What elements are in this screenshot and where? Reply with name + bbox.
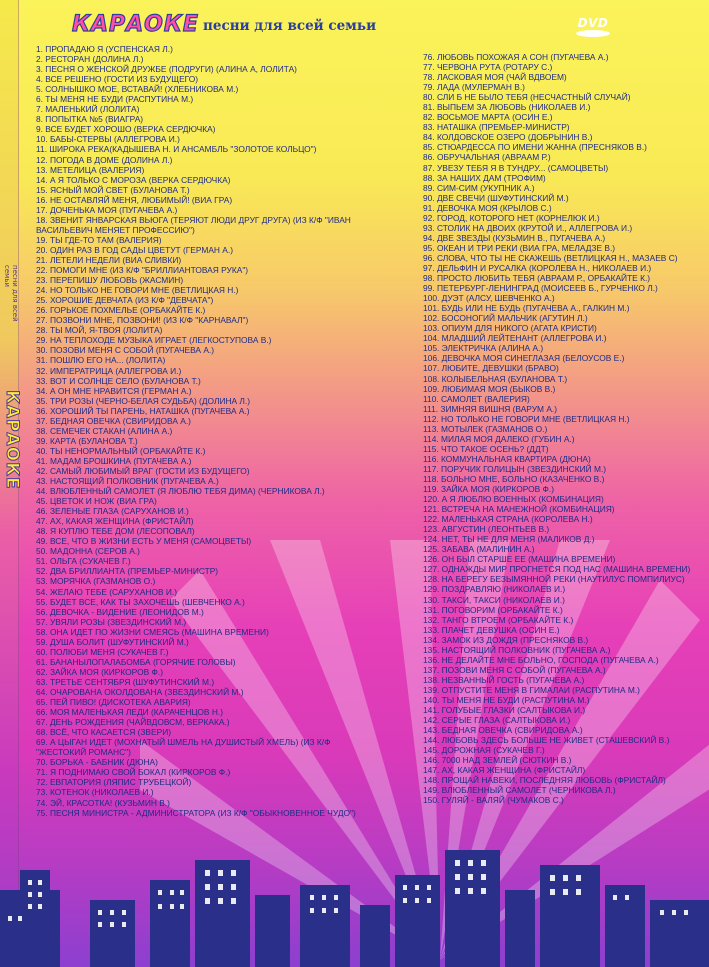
song-item: 146. 7000 НАД ЗЕМЛЕЙ (СЮТКИН В.) (423, 755, 572, 766)
song-item: 6. ТЫ МЕНЯ НЕ БУДИ (РАСПУТИНА М.) (36, 94, 194, 105)
song-item: 66. МОЯ МАЛЕНЬКАЯ ЛЕДИ (КАРАЧЕНЦОВ Н.) (36, 707, 223, 718)
song-item: 113. МОТЫЛЕК (ГАЗМАНОВ О.) (423, 423, 548, 434)
song-item: 59. ДУША БОЛИТ (ШУФУТИНСКИЙ М.) (36, 636, 189, 647)
song-item: 1. ПРОПАДАЮ Я (УСПЕНСКАЯ Л.) (36, 44, 173, 54)
song-item: 83. НАТАШКА (ПРЕМЬЕР-МИНИСТР) (423, 122, 570, 133)
song-item: 22. ПОМОГИ МНЕ (ИЗ К/Ф "БРИЛЛИАНТОВАЯ РУКА") (36, 265, 249, 276)
song-item: 122. МАЛЕНЬКАЯ СТРАНА (КОРОЛЕВА Н.) (423, 514, 593, 525)
song-item: 118. БОЛЬНО МНЕ, БОЛЬНО (КАЗАЧЕНКО В.) (423, 473, 605, 484)
song-item: 52. ДВА БРИЛЛИАНТА (ПРЕМЬЕР-МИНИСТР) (36, 566, 219, 577)
song-item: 108. КОЛЫБЕЛЬНАЯ (БУЛАНОВА Т.) (423, 373, 568, 384)
song-item: 11. ШИРОКА РЕКА(КАДЫШЕВА Н. И АНСАМБЛЬ "ЗОЛОТОЕ КОЛЬЦО") (36, 144, 317, 155)
song-item: 140. ТЫ МЕНЯ НЕ БУДИ (РАСПУТИНА М.) (423, 695, 590, 705)
song-item: 40. ТЫ НЕНОРМАЛЬНЫЙ (ОРБАКАЙТЕ К.) (36, 445, 206, 456)
song-item: 124. НЕТ, ТЫ НЕ ДЛЯ МЕНЯ (МАЛИКОВ Д.) (423, 534, 595, 545)
dvd-logo (570, 16, 616, 38)
song-item: 141. ГОЛУБЫЕ ГЛАЗКИ (САЛТЫКОВА И.) (423, 705, 586, 716)
song-item: 48. Я КУПЛЮ ТЕБЕ ДОМ (ЛЕСОПОВАЛ) (36, 526, 195, 537)
song-item: 41. МАДАМ БРОШКИНА (ПУГАЧЕВА А.) (36, 455, 192, 466)
song-item: 54. ЖЕЛАЮ ТЕБЕ (САРУХАНОВ И.) (36, 586, 178, 597)
song-item: 71. Я ПОДНИМАЮ СВОЙ БОКАЛ (КИРКОРОВ Ф.) (36, 767, 231, 778)
song-item: 86. ОБРУЧАЛЬНАЯ (АВРААМ Р.) (423, 152, 551, 163)
song-item: 104. МЛАДШИЙ ЛЕЙТЕНАНТ (АЛЛЕГРОВА И.) (423, 333, 607, 344)
song-item: 93. СТОЛИК НА ДВОИХ (КРУТОЙ И., АЛЛЕГРОВА И.) (423, 222, 633, 233)
song-item: 134. ЗАМОК ИЗ ДОЖДЯ (ПРЕСНЯКОВ В.) (423, 634, 589, 645)
song-item: 30. ПОЗОВИ МЕНЯ С СОБОЙ (ПУГАЧЕВА А.) (36, 345, 215, 356)
song-item: 137. ПОЗОВИ МЕНЯ С СОБОЙ (ПУГАЧЕВА А.) (423, 664, 606, 675)
song-item: 107. ЛЮБИТЕ, ДЕВУШКИ (БРАВО) (423, 363, 559, 374)
song-item: 106. ДЕВОЧКА МОЯ СИНЕГЛАЗАЯ (БЕЛОУСОВ Е.) (423, 353, 625, 364)
song-item: 97. ДЕЛЬФИН И РУСАЛКА (КОРОЛЕВА Н., НИКОЛАЕВ И.) (423, 262, 652, 273)
song-item: 69. А ЦЫГАН ИДЕТ (МОХНАТЫЙ ШМЕЛЬ НА ДУШИСТЫЙ ХМЕЛЬ) (ИЗ К/Ф "ЖЕСТОКИЙ РОМАНС") (36, 737, 331, 758)
spine (0, 0, 22, 967)
song-item: 29. НА ТЕПЛОХОДЕ МУЗЫКА ИГРАЕТ (ЛЕГКОСТУПОВА В.) (36, 335, 272, 346)
song-item: 129. ПОЗДРАВЛЯЮ (НИКОЛАЕВ И.) (423, 584, 566, 595)
song-item: 144. ЛЮБОВЬ ЗДЕСЬ БОЛЬШЕ НЕ ЖИВЕТ (СТАШЕВСКИЙ В.) (423, 735, 670, 746)
song-item: 72. ЕВПАТОРИЯ (ЛЯПИС ТРУБЕЦКОЙ) (36, 777, 192, 788)
song-item: 65. ПЕЙ ПИВО! (ДИСКОТЕКА АВАРИЯ) (36, 697, 191, 708)
song-item: 88. ЗА НАШИХ ДАМ (ТРОФИМ) (423, 172, 546, 183)
song-item: 21. ЛЕТЕЛИ НЕДЕЛИ (ВИА СЛИВКИ) (36, 254, 182, 265)
song-item: 81. ВЫПЬЕМ ЗА ЛЮБОВЬ (НИКОЛАЕВ И.) (423, 102, 591, 113)
song-item: 38. СЕМЕЧЕК СТАКАН (АЛИНА А.) (36, 425, 173, 436)
song-item: 116. КОММУНАЛЬНАЯ КВАРТИРА (ДЮНА) (423, 453, 591, 464)
song-item: 37. БЕДНАЯ ОВЕЧКА (СВИРИДОВА А.) (36, 415, 191, 426)
song-item: 7. МАЛЕНЬКИЙ (ЛОЛИТА) (36, 104, 140, 115)
song-item: 98. ПРОСТО ЛЮБИТЬ ТЕБЯ (АВРААМ Р., ОРБАКАЙТЕ К.) (423, 273, 651, 284)
song-item: 70. БОРЬКА - БАБНИК (ДЮНА) (36, 757, 158, 768)
song-item: 51. ОЛЬГА (СУКАЧЕВ Г.) (36, 556, 131, 567)
song-item: 49. ВСЕ, ЧТО В ЖИЗНИ ЕСТЬ У МЕНЯ (САМОЦВЕТЫ) (36, 536, 252, 547)
song-item: 131. ПОГОВОРИМ (ОРБАКАЙТЕ К.) (423, 604, 563, 615)
song-item: 80. СЛИ Б НЕ БЫЛО ТЕБЯ (НЕСЧАСТНЫЙ СЛУЧАЙ) (423, 92, 631, 103)
song-item: 3. ПЕСНЯ О ЖЕНСКОЙ ДРУЖБЕ (ПОДРУГИ) (АЛИНА А, ЛОЛИТА) (36, 64, 297, 75)
song-item: 115. ЧТО ТАКОЕ ОСЕНЬ? (ДДТ) (423, 443, 549, 454)
karaoke-logo: КАРАОКЕ (72, 12, 199, 37)
song-item: 53. МОРЯЧКА (ГАЗМАНОВ О.) (36, 576, 156, 587)
song-item: 101. БУДЬ ИЛИ НЕ БУДЬ (ПУГАЧЕВА А., ГАЛКИН М.) (423, 303, 630, 314)
song-item: 74. ЭЙ, КРАСОТКА! (КУЗЬМИН В.) (36, 797, 170, 808)
song-item: 17. ДОЧЕНЬКА МОЯ (ПУГАЧЕВА А.) (36, 204, 178, 215)
song-item: 96. СЛОВА, ЧТО ТЫ НЕ СКАЖЕШЬ (ВЕТЛИЦКАЯ Н., МАЗАЕВ С) (423, 252, 678, 263)
song-item: 90. ДВЕ СВЕЧИ (ШУФУТИНСКИЙ М.) (423, 192, 569, 203)
song-item: 57. УВЯЛИ РОЗЫ (ЗВЕЗДИНСКИЙ М.) (36, 616, 187, 627)
song-item: 56. ДЕВОЧКА - ВИДЕНИЕ (ЛЕОНИДОВ М.) (36, 606, 204, 617)
song-item: 44. ВЛЮБЛЕННЫЙ САМОЛЕТ (Я ЛЮБЛЮ ТЕБЯ ДИМА) (ЧЕРНИКОВА Л.) (36, 486, 325, 497)
song-item: 45. ЦВЕТОК И НОЖ (ВИА ГРА) (36, 496, 157, 507)
song-item: 99. ПЕТЕРБУРГ-ЛЕНИНГРАД (МОИСЕЕВ Б., ГУРЧЕНКО Л.) (423, 283, 658, 294)
song-item: 139. ОТПУСТИТЕ МЕНЯ В ГИМАЛАИ (РАСПУТИНА М.) (423, 684, 640, 695)
song-item: 27. ПОЗВОНИ МНЕ, ПОЗВОНИ! (ИЗ К/Ф "КАРНАВАЛ") (36, 315, 249, 326)
song-item: 26. ГОРЬКОЕ ПОХМЕЛЬЕ (ОРБАКАЙТЕ К.) (36, 305, 206, 316)
song-item: 14. А Я ТОЛЬКО С МОРОЗА (ВЕРКА СЕРДЮЧКА) (36, 174, 231, 185)
song-item: 24. НО ТОЛЬКО НЕ ГОВОРИ МНЕ (ВЕТЛИЦКАЯ Н.) (36, 285, 239, 296)
song-item: 28. ТЫ МОЙ, Я-ТВОЯ (ЛОЛИТА) (36, 325, 163, 336)
song-item: 73. КОТЕНОК (НИКОЛАЕВ И.) (36, 787, 154, 798)
city-skyline (0, 830, 709, 967)
song-item: 2. РЕСТОРАН (ДОЛИНА Л.) (36, 54, 144, 65)
spine-subtitle: песни для всей семьи (3, 265, 19, 322)
song-item: 5. СОЛНЫШКО МОЕ, ВСТАВАЙ! (ХЛЕБНИКОВА М.) (36, 84, 239, 95)
song-item: 46. ЗЕЛЕНЫЕ ГЛАЗА (САРУХАНОВ И.) (36, 506, 189, 517)
song-item: 110. САМОЛЕТ (ВАЛЕРИЯ) (423, 393, 530, 404)
song-item: 34. А ОН МНЕ НРАВИТСЯ (ГЕРМАН А.) (36, 385, 192, 396)
song-item: 92. ГОРОД, КОТОРОГО НЕТ (КОРНЕЛЮК И.) (423, 212, 600, 223)
song-item: 42. САМЫЙ ЛЮБИМЫЙ ВРАГ (ГОСТИ ИЗ БУДУЩЕГО) (36, 465, 250, 476)
song-item: 77. ЧЕРВОНА РУТА (РОТАРУ С.) (423, 62, 553, 73)
song-item: 85. СТЮАРДЕССА ПО ИМЕНИ ЖАННА (ПРЕСНЯКОВ В.) (423, 142, 647, 153)
song-item: 112. НО ТОЛЬКО НЕ ГОВОРИ МНЕ (ВЕТЛИЦКАЯ Н.) (423, 413, 630, 424)
song-item: 130. ТАКСИ, ТАКСИ (НИКОЛАЕВ И.) (423, 594, 565, 605)
song-item: 39. КАРТА (БУЛАНОВА Т.) (36, 435, 138, 446)
song-item: 91. ДЕВОЧКА МОЯ (КРЫЛОВ С.) (423, 202, 552, 213)
song-item: 143. БЕДНАЯ ОВЕЧКА (СВИРИДОВА А.) (423, 725, 583, 736)
dvd-disc-icon (576, 30, 610, 37)
song-item: 128. НА БЕРЕГУ БЕЗЫМЯННОЙ РЕКИ (НАУТИЛУС ПОМПИЛИУС) (423, 574, 685, 585)
song-item: 31. ПОШЛЮ ЕГО НА... (ЛОЛИТА) (36, 355, 166, 366)
song-item: 33. ВОТ И СОЛНЦЕ СЕЛО (БУЛАНОВА Т.) (36, 375, 201, 386)
song-item: 114. МИЛАЯ МОЯ ДАЛЕКО (ГУБИН А.) (423, 433, 575, 444)
song-item: 75. ПЕСНЯ МИНИСТРА - АДМИНИСТРАТОРА (ИЗ К/Ф "ОБЫКНОВЕННОЕ ЧУДО") (36, 807, 356, 818)
song-list-right (423, 52, 698, 806)
song-item: 16. НЕ ОСТАВЛЯЙ МЕНЯ, ЛЮБИМЫЙ! (ВИА ГРА) (36, 194, 233, 205)
song-item: 145. ДОРОЖНАЯ (СУКАЧЕВ Г.) (423, 745, 545, 756)
song-item: 55. БУДЕТ ВСЕ, КАК ТЫ ЗАХОЧЕШЬ (ШЕВЧЕНКО А.) (36, 596, 245, 607)
song-item: 32. ИМПЕРАТРИЦА (АЛЛЕГРОВА И.) (36, 365, 182, 376)
song-item: 94. ДВЕ ЗВЕЗДЫ (КУЗЬМИН В., ПУГАЧЕВА А.) (423, 232, 606, 243)
song-list-left (36, 44, 371, 818)
song-item: 79. ЛАДА (МУЛЕРМАН В.) (423, 82, 525, 93)
dvd-label: DVD (577, 16, 609, 30)
song-item: 95. ОКЕАН И ТРИ РЕКИ (ВИА ГРА, МЕЛАДЗЕ В.) (423, 242, 616, 253)
song-item: 62. ЗАЙКА МОЯ (КИРКОРОВ Ф.) (36, 666, 163, 677)
song-item: 117. ПОРУЧИК ГОЛИЦЫН (ЗВЕЗДИНСКИЙ М.) (423, 463, 607, 474)
song-item: 35. ТРИ РОЗЫ (ЧЕРНО-БЕЛАЯ СУДЬБА) (ДОЛИНА Л.) (36, 395, 251, 406)
song-item: 20. ОДИН РАЗ В ГОД САДЫ ЦВЕТУТ (ГЕРМАН А.) (36, 244, 234, 255)
song-item: 64. ОЧАРОВАНА ОКОЛДОВАНА (ЗВЕЗДИНСКИЙ М.) (36, 687, 244, 697)
song-item: 76. ЛЮБОВЬ ПОХОЖАЯ А СОН (ПУГАЧЕВА А.) (423, 52, 609, 62)
song-item: 60. ПОЛЮБИ МЕНЯ (СУКАЧЕВ Г.) (36, 646, 169, 657)
spine-title: КАРАОКЕ (2, 390, 22, 490)
song-item: 84. КОЛДОВСКОЕ ОЗЕРО (ДОБРЫНИН В.) (423, 132, 593, 143)
song-item: 82. ВОСЬМОЕ МАРТА (ОСИН Е.) (423, 112, 553, 123)
song-item: 18. ЗВЕНИТ ЯНВАРСКАЯ ВЬЮГА (ТЕРЯЮТ ЛЮДИ ДРУГ ДРУГА) (ИЗ К/Ф "ИВАН ВАСИЛЬЕВИЧ МЕНЯЕТ ПРОФЕССИЮ") (36, 214, 351, 235)
song-item: 136. НЕ ДЕЛАЙТЕ МНЕ БОЛЬНО, ГОСПОДА (ПУГАЧЕВА А.) (423, 654, 659, 665)
song-item: 50. МАДОННА (СЕРОВ А.) (36, 546, 140, 557)
song-item: 147. АХ, КАКАЯ ЖЕНЩИНА (ФРИСТАЙЛ) (423, 765, 586, 776)
song-item: 12. ПОГОДА В ДОМЕ (ДОЛИНА Л.) (36, 154, 173, 165)
song-item: 47. АХ, КАКАЯ ЖЕНЩИНА (ФРИСТАЙЛ) (36, 516, 194, 527)
song-item: 103. ОПИУМ ДЛЯ НИКОГО (АГАТА КРИСТИ) (423, 323, 597, 334)
song-item: 133. ПЛАЧЕТ ДЕВУШКА (ОСИН Е.) (423, 624, 560, 635)
song-item: 43. НАСТОЯЩИЙ ПОЛКОВНИК (ПУГАЧЕВА А.) (36, 476, 219, 487)
song-item: 102. БОСОНОГИЙ МАЛЬЧИК (АГУТИН Л.) (423, 313, 588, 324)
song-item: 78. ЛАСКОВАЯ МОЯ (ЧАЙ ВДВОЕМ) (423, 72, 567, 83)
song-item: 68. ВСЁ, ЧТО КАСАЕТСЯ (ЗВЕРИ) (36, 727, 172, 738)
song-item: 109. ЛЮБИМАЯ МОЯ (БЫКОВ В.) (423, 383, 556, 394)
song-item: 148. ПРОЩАЙ НАВЕКИ, ПОСЛЕДНЯЯ ЛЮБОВЬ (ФРИСТАЙЛ) (423, 775, 666, 786)
song-item: 135. НАСТОЯЩИЙ ПОЛКОВНИК (ПУГАЧЕВА А.) (423, 644, 611, 655)
song-item: 15. ЯСНЫЙ МОЙ СВЕТ (БУЛАНОВА Т.) (36, 184, 190, 195)
song-item: 23. ПЕРЕПИШУ ЛЮБОВЬ (ЖАСМИН) (36, 275, 184, 286)
song-item: 127. ОДНАЖДЫ МИР ПРОГНЕТСЯ ПОД НАС (МАШИНА ВРЕМЕНИ) (423, 564, 691, 575)
song-item: 138. НЕЗВАННЫЙ ГОСТЬ (ПУГАЧЕВА А.) (423, 674, 585, 685)
song-item: 10. БАБЫ-СТЕРВЫ (АЛЛЕГРОВА И.) (36, 134, 180, 145)
song-item: 67. ДЕНЬ РОЖДЕНИЯ (ЧАЙВДОВСМ, ВЕРКАКА.) (36, 717, 230, 728)
song-item: 125. ЗАБАВА (МАЛИНИН А.) (423, 544, 535, 555)
song-item: 126. ОН БЫЛ СТАРШЕ ЕЕ (МАШИНА ВРЕМЕНИ) (423, 554, 616, 565)
song-item: 121. ВСТРЕЧА НА МАНЕЖНОЙ (КОМБИНАЦИЯ) (423, 504, 615, 515)
song-item: 19. ТЫ ГДЕ-ТО ТАМ (ВАЛЕРИЯ) (36, 234, 162, 245)
song-item: 63. ТРЕТЬЕ СЕНТЯБРЯ (ШУФУТИНСКИЙ М.) (36, 676, 215, 687)
song-item: 150. ГУЛЯЙ - ВАЛЯЙ (ЧУМАКОВ С.) (423, 795, 564, 806)
song-item: 36. ХОРОШИЙ ТЫ ПАРЕНЬ, НАТАШКА (ПУГАЧЕВА А.) (36, 405, 250, 416)
header (72, 10, 472, 40)
song-item: 111. ЗИМНЯЯ ВИШНЯ (ВАРУМ А.) (423, 403, 558, 414)
song-item: 9. ВСЕ БУДЕТ ХОРОШО (ВЕРКА СЕРДЮЧКА) (36, 124, 216, 135)
song-item: 87. УВЕЗУ ТЕБЯ Я В ТУНДРУ... (САМОЦВЕТЫ) (423, 162, 609, 173)
song-item: 61. БАНАНЫЛОПАЛАБОМБА (ГОРЯЧИЕ ГОЛОВЫ) (36, 656, 236, 667)
song-item: 149. ВЛЮБЛЕННЫЙ САМОЛЕТ (ЧЕРНИКОВА Л.) (423, 785, 616, 796)
song-item: 4. ВСЕ РЕШЕНО (ГОСТИ ИЗ БУДУЩЕГО) (36, 74, 199, 85)
song-item: 142. СЕРЫЕ ГЛАЗА (САЛТЫКОВА И.) (423, 715, 571, 726)
song-item: 25. ХОРОШИЕ ДЕВЧАТА (ИЗ К/Ф "ДЕВЧАТА") (36, 295, 214, 306)
song-item: 123. АВГУСТИН (ЛЕОНТЬЕВ В.) (423, 524, 550, 535)
song-item: 132. ТАНГО ВТРОЕМ (ОРБАКАЙТЕ К.) (423, 614, 574, 625)
song-item: 8. ПОПЫТКА №5 (ВИАГРА) (36, 114, 144, 125)
song-item: 119. ЗАЙКА МОЯ (КИРКОРОВ Ф.) (423, 484, 555, 495)
song-item: 100. ДУЭТ (АЛСУ, ШЕВЧЕНКО А.) (423, 293, 555, 304)
song-item: 58. ОНА ИДЕТ ПО ЖИЗНИ СМЕЯСЬ (МАШИНА ВРЕМЕНИ) (36, 626, 269, 637)
song-item: 13. МЕТЕЛИЦА (ВАЛЕРИЯ) (36, 164, 145, 175)
song-item: 89. СИМ-СИМ (УКУПНИК А.) (423, 182, 535, 193)
header-subtitle: песни для всей семьи (203, 18, 377, 34)
song-item: 120. А Я ЛЮБЛЮ ВОЕННЫХ (КОМБИНАЦИЯ) (423, 494, 604, 505)
song-item: 105. ЭЛЕКТРИЧКА (АЛИНА А.) (423, 343, 544, 354)
